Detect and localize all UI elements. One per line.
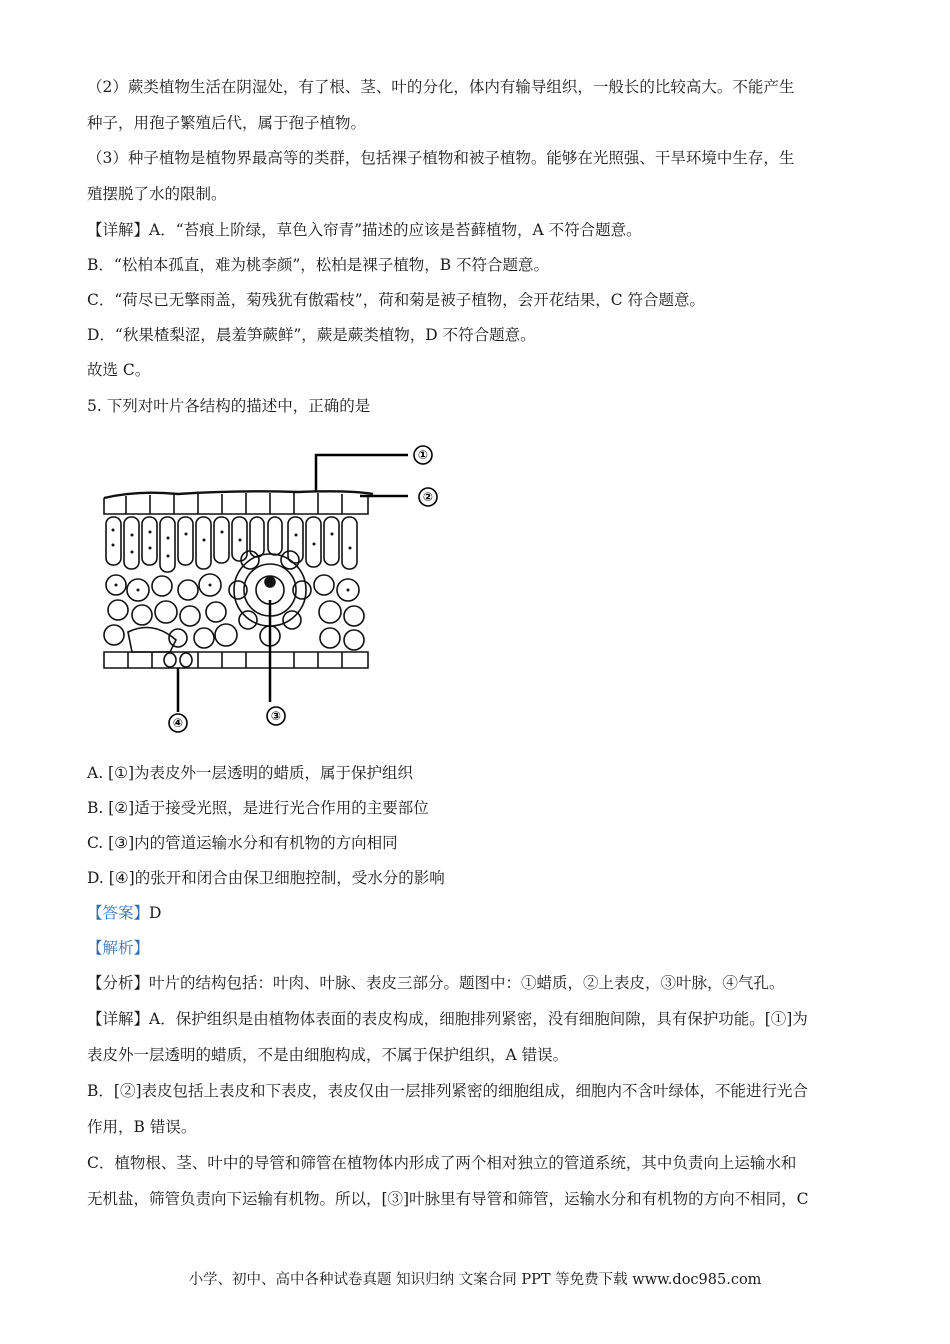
- answer-line: [87, 902, 161, 924]
- paragraph: （2）蕨类植物生活在阴湿处，有了根、茎、叶的分化，体内有输导组织，一般长的比较高大。不能产生: [87, 78, 795, 96]
- leaf-cross-section-diagram: [98, 440, 448, 740]
- explanation: B．[②]表皮包括上表皮和下表皮，表皮仅由一层排列紧密的细胞组成，细胞内不含叶绿体，不能进行光合: [87, 1082, 808, 1100]
- explanation: 无机盐，筛管负责向下运输有机物。所以，[③]叶脉里有导管和筛管，运输水分和有机物的方向不相同，C: [87, 1190, 809, 1208]
- answer-label: 【答案】: [87, 904, 150, 922]
- page-footer: 小学、初中、高中各种试卷真题 知识归纳 文案合同 PPT 等免费下载 www.doc985.com: [188, 1272, 762, 1288]
- explanation: C．植物根、茎、叶中的导管和筛管在植物体内形成了两个相对独立的管道系统，其中负责向上运输水和: [87, 1154, 797, 1172]
- paragraph: B．“松柏本孤直，难为桃李颜”，松柏是裸子植物，B 不符合题意。: [87, 256, 550, 274]
- question-title: 5. 下列对叶片各结构的描述中，正确的是: [87, 397, 371, 415]
- explanation: 表皮外一层透明的蜡质，不是由细胞构成，不属于保护组织，A 错误。: [87, 1046, 569, 1064]
- label-1: ①: [417, 448, 429, 462]
- analysis-label: 【解析】: [87, 939, 150, 957]
- label-2: ②: [422, 490, 434, 504]
- paragraph: 故选 C。: [87, 361, 151, 379]
- paragraph: 种子，用孢子繁殖后代，属于孢子植物。: [87, 114, 367, 132]
- option-b: B. [②]适于接受光照，是进行光合作用的主要部位: [87, 799, 429, 817]
- paragraph: D．“秋果楂梨涩，晨羞笋蕨鲜”，蕨是蕨类植物，D 不符合题意。: [87, 326, 536, 344]
- answer-value: D: [149, 904, 162, 922]
- explanation: 【详解】A．保护组织是由植物体表面的表皮构成，细胞排列紧密，没有细胞间隙，具有保护功能。[①]为: [87, 1010, 808, 1028]
- label-3: ③: [270, 709, 282, 723]
- explanation: 【分析】叶片的结构包括：叶肉、叶脉、表皮三部分。题图中：①蜡质，②上表皮，③叶脉，④气孔。: [87, 974, 785, 992]
- label-4: ④: [172, 716, 184, 730]
- paragraph: 殖摆脱了水的限制。: [87, 185, 227, 203]
- explanation: 作用，B 错误。: [87, 1118, 197, 1136]
- option-c: C. [③]内的管道运输水分和有机物的方向相同: [87, 834, 398, 852]
- option-d: D. [④]的张开和闭合由保卫细胞控制，受水分的影响: [87, 869, 445, 887]
- option-a: A. [①]为表皮外一层透明的蜡质，属于保护组织: [87, 764, 414, 782]
- paragraph: （3）种子植物是植物界最高等的类群，包括裸子植物和被子植物。能够在光照强、干旱环境中生存，生: [87, 149, 795, 167]
- paragraph: C．“荷尽已无擎雨盖，菊残犹有傲霜枝”，荷和菊是被子植物，会开花结果，C 符合题意。: [87, 291, 705, 309]
- paragraph: 【详解】A．“苔痕上阶绿，草色入帘青”描述的应该是苔藓植物，A 不符合题意。: [87, 221, 642, 239]
